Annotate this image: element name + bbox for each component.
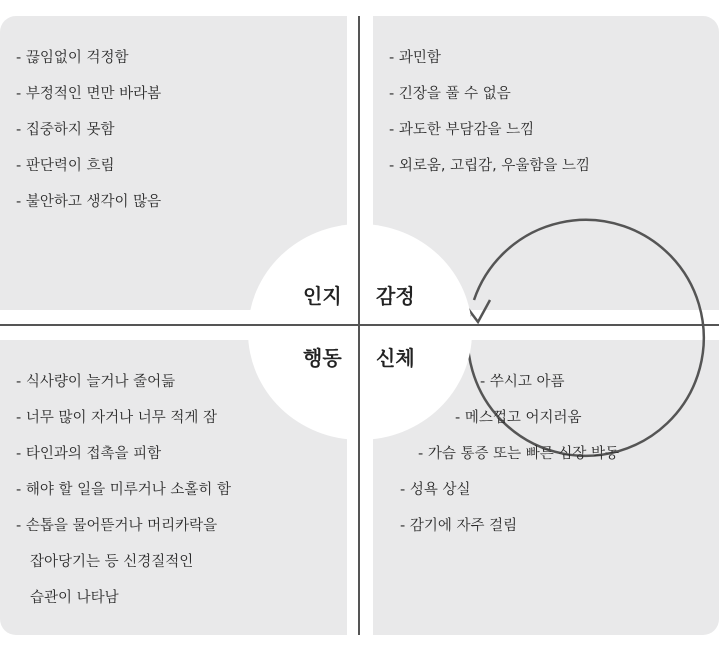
- emotion-label: 감정: [376, 284, 415, 308]
- list-item: - 집중하지 못함: [16, 122, 115, 138]
- list-item: - 성욕 상실: [400, 482, 471, 498]
- list-item: 습관이 나타남: [30, 590, 119, 606]
- list-item: - 해야 할 일을 미루거나 소홀히 함: [16, 482, 231, 498]
- list-item: - 과도한 부담감을 느낌: [389, 122, 535, 138]
- cycle-center: [248, 224, 472, 440]
- list-item: - 부정적인 면만 바라봄: [16, 86, 162, 102]
- list-item: - 끊임없이 걱정함: [16, 50, 129, 66]
- list-item: - 과민함: [389, 50, 441, 66]
- list-item: - 긴장을 풀 수 없음: [389, 86, 511, 102]
- behavior-label: 행동: [303, 346, 342, 370]
- center-axis-h: [240, 324, 480, 326]
- list-item: - 너무 많이 자거나 너무 적게 잠: [16, 410, 217, 426]
- list-item: 잡아당기는 등 신경질적인: [30, 554, 194, 570]
- list-item: - 외로움, 고립감, 우울함을 느낌: [389, 158, 590, 174]
- list-item: - 불안하고 생각이 많음: [16, 194, 162, 210]
- list-item: - 판단력이 흐림: [16, 158, 115, 174]
- list-item: - 감기에 자주 걸림: [400, 518, 518, 534]
- body-label: 신체: [376, 346, 415, 370]
- list-item: - 식사량이 늘거나 줄어듦: [16, 374, 176, 390]
- list-item: - 쑤시고 아픔: [480, 374, 565, 390]
- list-item: - 가슴 통증 또는 빠른 심장 박동: [418, 446, 619, 462]
- cognition-label: 인지: [303, 284, 342, 308]
- list-item: - 손톱을 물어뜯거나 머리카락을: [16, 518, 218, 534]
- list-item: - 타인과의 접촉을 피함: [16, 446, 162, 462]
- list-item: - 메스껍고 어지러움: [455, 410, 582, 426]
